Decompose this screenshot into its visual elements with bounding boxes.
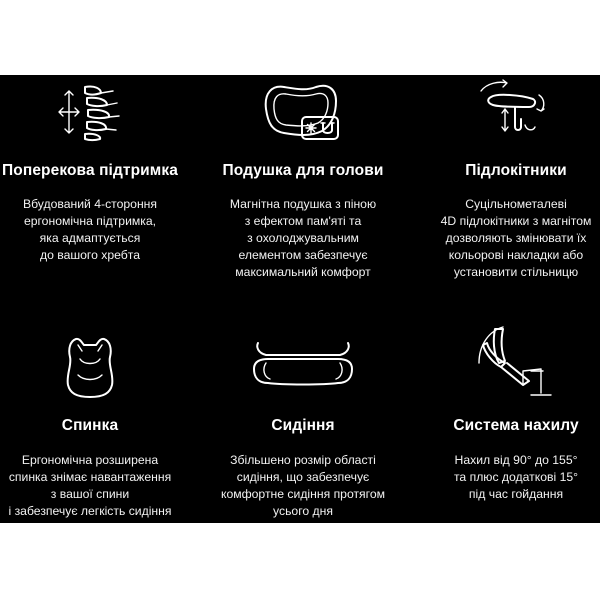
backrest-icon: [60, 335, 120, 401]
feature-title: Поперекова підтримка: [2, 162, 178, 179]
spine-icon: [55, 81, 125, 143]
feature-title: Сидіння: [271, 417, 335, 434]
feature-description: Нахил від 90° до 155° та плюс додаткові 15° під час гойдання: [453, 453, 578, 501]
tilt-mechanism-icon: [471, 323, 561, 399]
feature-title: Спинка: [61, 417, 119, 434]
armrest-icon: [471, 79, 561, 145]
feature-headrest: [203, 75, 403, 299]
feature-description: Вбудований 4-стороння ергономічна підтримка, яка адмаптується до вашого хребта: [22, 197, 158, 262]
seat-icon: [248, 337, 358, 393]
feature-lumbar-support: [0, 75, 190, 299]
feature-title: Подушка для голови: [222, 162, 384, 179]
feature-seat: [203, 299, 403, 523]
feature-title: Система нахилу: [453, 417, 579, 434]
feature-armrests: [416, 75, 600, 299]
features-panel: [0, 75, 600, 523]
feature-description: Магнітна подушка з піною з ефектом пам'яті та з охолоджувальним елементом забезпечує максимальний комфорт: [229, 197, 377, 279]
feature-description: Ергономічна розширена спинка знімає навантаження з вашої спини і забезпечує легкість сидіння: [8, 453, 172, 518]
feature-backrest: [0, 299, 190, 523]
feature-description: Збільшено розмір області сидіння, що забезпечує комфортне сидіння протягом усього дня: [221, 453, 385, 518]
feature-tilt-system: [416, 299, 600, 523]
feature-description: Суцільнометалеві 4D підлокітники з магнітом дозволяють змінювати їх кольорові накладки або установити стільницю: [440, 197, 592, 279]
feature-title: Підлокітники: [465, 162, 567, 179]
headrest-pillow-icon: [258, 79, 348, 145]
